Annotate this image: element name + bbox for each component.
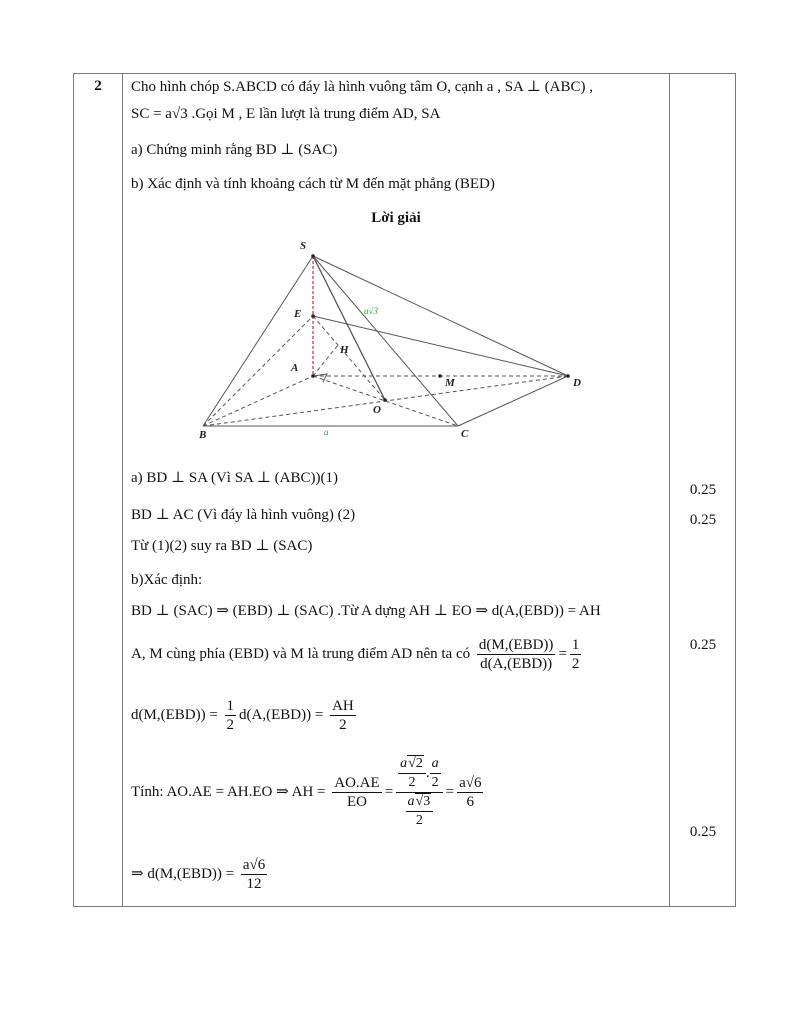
segment-ah: [313, 345, 338, 376]
solution-step-5: BD ⊥ (SAC) ⇒ (EBD) ⊥ (SAC) .Từ A dựng AH ⊥ EO ⇒ d(A,(EBD)) = AH: [131, 603, 601, 619]
complex-fraction: [396, 755, 442, 830]
label-b: B: [199, 429, 207, 441]
solution-step-3: Từ (1)(2) suy ra BD ⊥ (SAC): [131, 538, 313, 554]
step-8-fraction: [332, 774, 381, 811]
step-8-label: Tính:: [131, 784, 164, 800]
step-9-denominator: 12: [246, 876, 262, 893]
half-numerator: 1: [571, 637, 580, 654]
solution-step-6: A, M cùng phía (EBD) và M là trung điểm AD nên ta có $\frac{\text{d(M,(EBD))}}{\text{d(A,(EBD))}}$ = $\frac{1}{2}$: [131, 637, 580, 673]
edge-sd: [313, 256, 568, 376]
step-8-equation: AO.AE = AH.EO ⇒ AH =: [166, 784, 326, 800]
label-e: E: [294, 308, 302, 320]
ratio-denominator: d(A,(EBD)): [480, 656, 553, 673]
step-7-ah-denominator: 2: [339, 717, 347, 734]
label-sc-length: a√3: [364, 306, 378, 316]
edge-sb: [203, 256, 313, 426]
solution-heading: Lời giải: [371, 210, 421, 226]
step-9-numerator: a√6: [242, 857, 266, 874]
step-9-lhs: ⇒ d(M,(EBD)) =: [131, 866, 235, 882]
problem-part-b: b) Xác định và tính khoảng cách từ M đến mặt phẳng (BED): [131, 176, 495, 192]
point-m: [438, 374, 442, 378]
pyramid-figure: [190, 236, 600, 441]
point-o: [383, 398, 387, 402]
ratio-fraction: [477, 636, 556, 673]
label-bc-length: a: [324, 427, 329, 437]
point-e: [311, 314, 315, 318]
label-d: D: [573, 377, 581, 389]
label-a: A: [291, 362, 299, 374]
solution-step-2: BD ⊥ AC (Vì đáy là hình vuông) (2): [131, 507, 356, 523]
step-8-numerator: AO.AE: [334, 775, 380, 792]
score-3: 0.25: [689, 637, 717, 653]
step-8-result-fraction: [457, 774, 483, 811]
label-h: H: [340, 344, 349, 356]
point-d: [566, 374, 570, 378]
problem-line-2: SC = a√3 .Gọi M , E lần lượt là trung điểm AD, SA: [131, 106, 441, 122]
score-1: 0.25: [689, 482, 717, 498]
complex-denominator: $\frac{a√3}{2}$: [396, 793, 442, 830]
solution-step-9: [131, 852, 270, 896]
half-denominator: 2: [571, 656, 580, 673]
point-a: [311, 374, 315, 378]
solution-step-1: a) BD ⊥ SA (Vì SA ⊥ (ABC))(1): [131, 470, 338, 486]
step-7-half-denominator: 2: [226, 717, 235, 734]
column-divider-left: [122, 73, 123, 907]
step-7-half-numerator: 1: [226, 698, 235, 715]
label-m: M: [445, 377, 455, 389]
solution-step-4: b)Xác định:: [131, 572, 203, 588]
step-7-ah-numerator: AH: [332, 698, 354, 715]
label-o: O: [373, 404, 381, 416]
edge-ed: [313, 316, 568, 376]
problem-line-1: Cho hình chóp S.ABCD có đáy là hình vuông tâm O, cạnh a , SA ⊥ (ABC) ,: [131, 79, 593, 95]
score-4: 0.25: [689, 824, 717, 840]
step-6-text: A, M cùng phía (EBD) và M là trung điểm AD nên ta có: [131, 646, 471, 662]
solution-step-7: [131, 695, 359, 735]
complex-numerator: $\frac{a√2}{2}$ . $\frac{a}{2}$: [396, 755, 442, 793]
problem-number: 2: [94, 78, 102, 94]
step-8-result-denominator: 6: [466, 794, 474, 811]
label-s: S: [300, 240, 307, 252]
step-7-lhs: d(M,(EBD)) =: [131, 707, 218, 723]
ratio-numerator: d(M,(EBD)): [478, 637, 554, 654]
step-8-denominator: EO: [346, 794, 367, 811]
step-7-half-fraction: [225, 697, 237, 734]
half-fraction: [570, 636, 582, 673]
point-s: [311, 254, 315, 258]
problem-part-a: a) Chứng minh rằng BD ⊥ (SAC): [131, 142, 338, 158]
step-7-ah-fraction: [330, 697, 356, 734]
edge-cd: [458, 376, 568, 426]
step-9-fraction: [241, 856, 267, 893]
step-8-result-numerator: a√6: [459, 775, 482, 792]
label-c: C: [461, 428, 469, 440]
step-7-mid: d(A,(EBD)) =: [239, 707, 324, 723]
score-2: 0.25: [689, 512, 717, 528]
solution-step-8: Tính: AO.AE = AH.EO ⇒ AH = $\frac{AO.AE}{EO}$ = $\frac{a√2}{2}$ . $\frac{a}{2}$ $\frac{a√3}{2}$ = $\frac{a√6}{6}$: [131, 756, 482, 829]
